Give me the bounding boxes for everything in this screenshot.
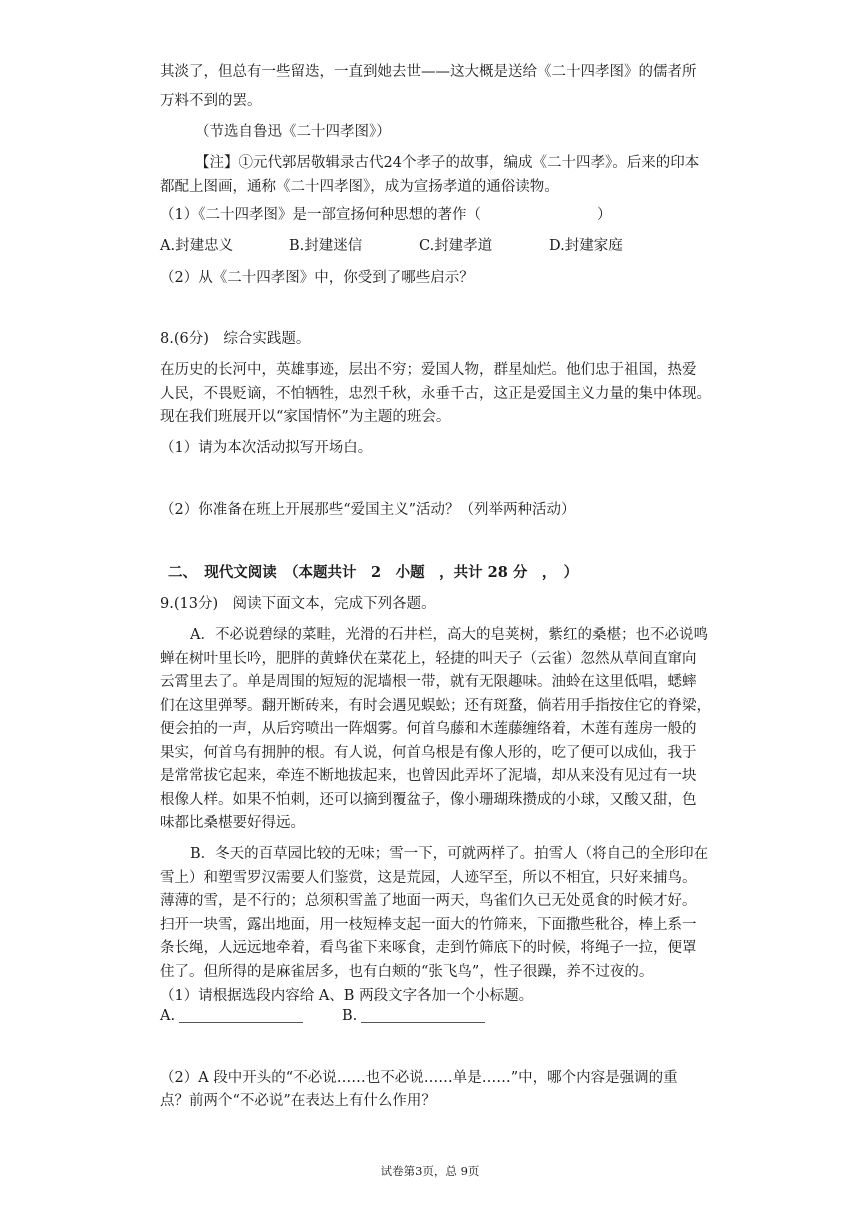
passage-a-line: 云霄里去了。单是周围的短短的泥墙根一带，就有无限趣味。油蛉在这里低唱，蟋蟀 — [160, 674, 697, 690]
passage-a-line: 们在这里弹琴。翻开断砖来，有时会遇见蜈蚣；还有斑蝥，倘若用手指按住它的脊梁， — [160, 698, 711, 714]
passage-a-line: A．不必说碧绿的菜畦，光滑的石井栏，高大的皂荚树，紫红的桑椹；也不必说鸣 — [190, 627, 708, 643]
question-text: （1）《二十四孝图》是一部宣扬何种思想的著作（ — [160, 207, 481, 223]
page-footer: 试卷第3页，总 9页 — [380, 1164, 480, 1178]
passage-b-line: 雪上）和塑雪罗汉需要人们鉴赏，这是荒园，人迹罕至，所以不相宜，只好来捕鸟。 — [160, 870, 697, 886]
question-9-sub2: 点？前两个“不必说”在表达上有什么作用？ — [160, 1093, 436, 1109]
answer-blank-a — [160, 1006, 303, 1026]
passage-b-line: 条长绳，人远远地牵着，看鸟雀下来啄食，走到竹筛底下的时候，将绳子一拉，便罩 — [160, 940, 697, 956]
question-7-sub1 — [160, 205, 611, 225]
text-line: 在历史的长河中，英雄事迹，层出不穷；爱国人物，群星灿烂。他们忠于祖国，热爱 — [160, 362, 697, 378]
passage-a-line: 果实，何首乌有拥肿的根。有人说，何首乌根是有像人形的，吃了便可以成仙，我于 — [160, 745, 697, 761]
passage-b-line: B．冬天的百草园比较的无味；雪一下，可就两样了。拍雪人（将自己的全形印在 — [190, 846, 709, 862]
question-7-sub2: （2）从《二十四孝图》中，你受到了哪些启示？ — [160, 270, 474, 286]
passage-b-line: 薄薄的雪，是不行的；总须积雪盖了地面一两天，鸟雀们久已无处觅食的时候才好。 — [160, 893, 697, 909]
answer-paren-close: ） — [596, 207, 612, 223]
question-9-sub2: （2）A 段中开头的“不必说……也不必说……单是……”中，哪个内容是强调的重 — [160, 1070, 678, 1086]
option-b: B.封建迷信 — [289, 238, 363, 254]
question-8-sub2: （2）你准备在班上开展那些“爱国主义”活动？（列举两种活动） — [160, 502, 576, 518]
source-citation: （节选自鲁迅《二十四孝图》） — [195, 124, 391, 140]
question-9-sub1: （1）请根据选段内容给 A、B 两段文字各加一个小标题。 — [160, 988, 534, 1004]
text-line: 其淡了，但总有一些留迭，一直到她去世——这大概是送给《二十四孝图》的儒者所 — [160, 64, 697, 80]
passage-b-line: 住了。但所得的是麻雀居多，也有白颊的“张飞鸟”，性子很躁，养不过夜的。 — [160, 964, 654, 980]
section-heading: 二、 现代文阅读 （本题共计 2 小题 ，共计 28 分 ， ） — [168, 564, 579, 581]
question-8-sub1: （1）请为本次活动拟写开场白。 — [160, 440, 373, 456]
passage-a-line: 味都比桑椹要好得远。 — [160, 815, 305, 831]
blank-label: A. — [160, 1008, 176, 1024]
note-line: 都配上图画，通称《二十四孝图》，成为宣扬孝道的通俗读物。 — [160, 179, 559, 195]
answer-blank-b — [342, 1006, 485, 1026]
text-line: 万料不到的罢。 — [160, 93, 262, 109]
text-line: 现在我们班展开以“家国情怀”为主题的班会。 — [160, 409, 451, 425]
passage-a-line: 是常常拔它起来，牵连不断地拔起来，也曾因此弄坏了泥墙，却从来没有见过有一块 — [160, 768, 697, 784]
question-9-title: 9.(13分) 阅读下面文本，完成下列各题。 — [160, 596, 436, 612]
note-line: 【注】①元代郭居敬辑录古代24个孝子的故事，编成《二十四孝》。后来的印本 — [195, 155, 700, 171]
option-a: A.封建忠义 — [160, 238, 234, 254]
passage-a-line: 蝉在树叶里长吟，肥胖的黄蜂伏在菜花上，轻捷的叫天子（云雀）忽然从草间直窜向 — [160, 651, 697, 667]
text-line: 人民，不畏贬谪，不怕牺牲，忠烈千秋，永垂千古，这正是爱国主义力量的集中体现。 — [160, 386, 711, 402]
question-8-title: 8.(6分) 综合实践题。 — [160, 331, 311, 347]
passage-a-line: 根像人样。如果不怕刺，还可以摘到覆盆子，像小珊瑚珠攒成的小球，又酸又甜，色 — [160, 792, 697, 808]
blank-label: B. — [342, 1008, 358, 1024]
passage-b-line: 扫开一块雪，露出地面，用一枝短棒支起一面大的竹筛来，下面撒些秕谷，棒上系一 — [160, 917, 697, 933]
option-c: C.封建孝道 — [419, 238, 493, 254]
passage-a-line: 便会拍的一声，从后窍喷出一阵烟雾。何首乌藤和木莲藤缠络着，木莲有莲房一般的 — [160, 721, 697, 737]
option-d: D.封建家庭 — [549, 238, 623, 254]
